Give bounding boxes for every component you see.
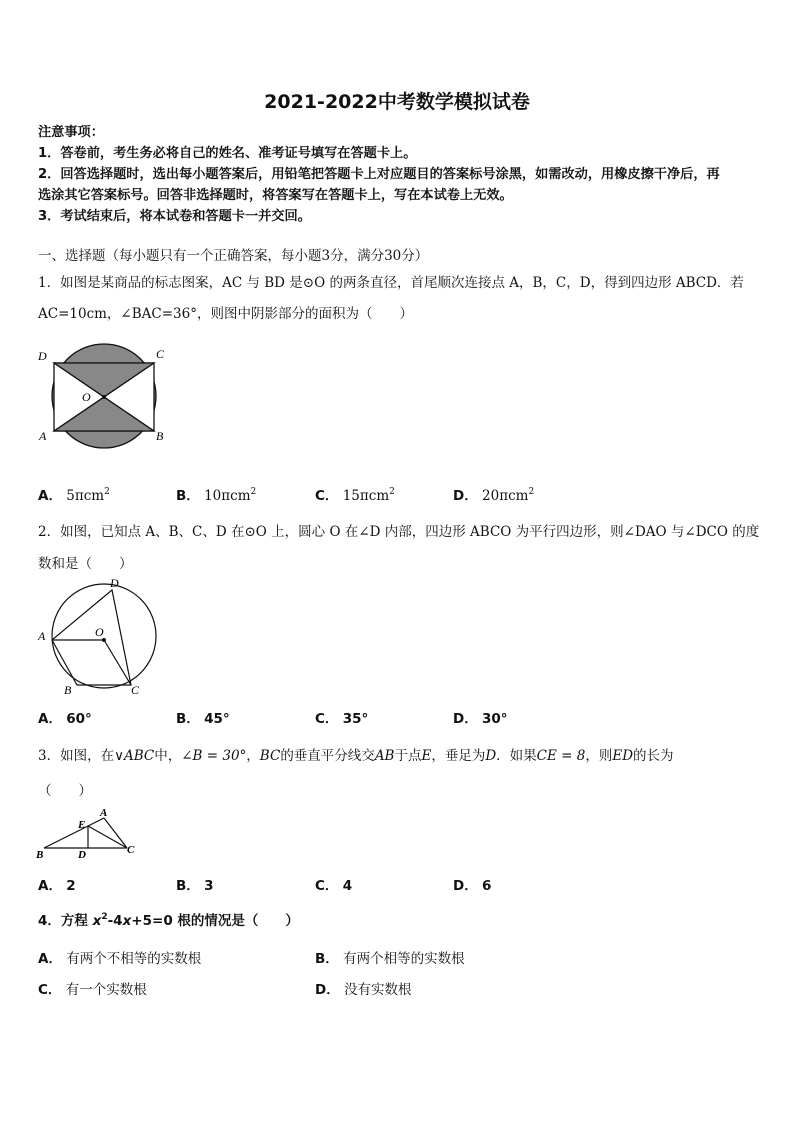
point-label-b: B: [64, 683, 72, 697]
point-label-b: B: [36, 849, 44, 861]
point-label-d: D: [78, 849, 86, 861]
point-label-b: B: [156, 429, 164, 443]
question-4-text: 4．方程 $x^2-4x+5=0$ 根的情况是（ ）: [38, 912, 299, 929]
point-label-o: O: [95, 625, 104, 639]
option-a[interactable]: A． 60°: [38, 711, 92, 727]
option-b[interactable]: B． 45°: [176, 711, 230, 727]
point-label-a: A: [100, 807, 108, 819]
option-b[interactable]: B． 有两个相等的实数根: [315, 951, 465, 967]
option-a[interactable]: A． 5πcm$^2$: [38, 487, 110, 504]
point-label-a: A: [39, 429, 47, 443]
point-label-d: D: [110, 576, 119, 590]
notice-item: 3．考试结束后，将本试卷和答题卡一并交回。: [38, 209, 311, 224]
option-d[interactable]: D． 20πcm$^2$: [453, 487, 535, 504]
option-a[interactable]: A． 2: [38, 878, 76, 894]
option-d[interactable]: D． 30°: [453, 711, 508, 727]
option-d[interactable]: D． 没有实数根: [315, 982, 412, 998]
option-d[interactable]: D． 6: [453, 878, 492, 894]
point-label-c: C: [127, 844, 135, 856]
notice-item: 1．答卷前，考生务必将自己的姓名、准考证号填写在答题卡上。: [38, 146, 417, 161]
option-c[interactable]: C． 4: [315, 878, 353, 894]
question-2-text: 2．如图，已知点 A、B、C、D 在⊙O 上，圆心 O 在∠D 内部，四边形 ABCO 为平行四边形，则∠DAO 与∠DCO 的度: [38, 524, 760, 540]
point-label-c: C: [131, 683, 140, 697]
notice-heading: 注意事项：: [38, 125, 104, 140]
point-label-o: O: [82, 390, 91, 404]
option-a[interactable]: A． 有两个不相等的实数根: [38, 951, 202, 967]
point-label-e: E: [78, 819, 86, 831]
point-label-d: D: [38, 349, 47, 363]
question-1-figure: [34, 340, 174, 450]
question-2-text: 数和是（ ）: [38, 556, 133, 572]
option-c[interactable]: C． 15πcm$^2$: [315, 487, 395, 504]
notice-item: 2．回答选择题时，选出每小题答案后，用铅笔把答题卡上对应题目的答案标号涂黑，如需改动，用橡皮擦干净后，再: [38, 167, 720, 182]
option-b[interactable]: B． 10πcm$^2$: [176, 487, 257, 504]
question-1-text: 1．如图是某商品的标志图案，AC 与 BD 是⊙O 的两条直径，首尾顺次连接点 A，B，C，D，得到四边形 ABCD．若: [38, 275, 744, 291]
question-3-text: （ ）: [38, 783, 92, 799]
option-c[interactable]: C． 35°: [315, 711, 369, 727]
question-2-figure: [34, 572, 164, 698]
section-heading: 一、选择题（每小题只有一个正确答案，每小题3分，满分30分）: [38, 248, 429, 264]
notice-item: 选涂其它答案标号。回答非选择题时，将答案写在答题卡上，写在本试卷上无效。: [38, 188, 513, 203]
question-1-text: AC=10cm，∠BAC=36°，则图中阴影部分的面积为（ ）: [38, 306, 413, 322]
point-label-a: A: [38, 629, 46, 643]
point-label-c: C: [156, 347, 165, 361]
question-3-figure: [36, 806, 140, 862]
page-title: 2021-2022中考数学模拟试卷: [264, 91, 530, 113]
question-3-text: 3．如图，在∨ABC中，∠B = 30°，BC的垂直平分线交AB于点E，垂足为D．如果CE = 8，则ED的长为: [38, 748, 674, 764]
option-c[interactable]: C． 有一个实数根: [38, 982, 147, 998]
option-b[interactable]: B． 3: [176, 878, 214, 894]
